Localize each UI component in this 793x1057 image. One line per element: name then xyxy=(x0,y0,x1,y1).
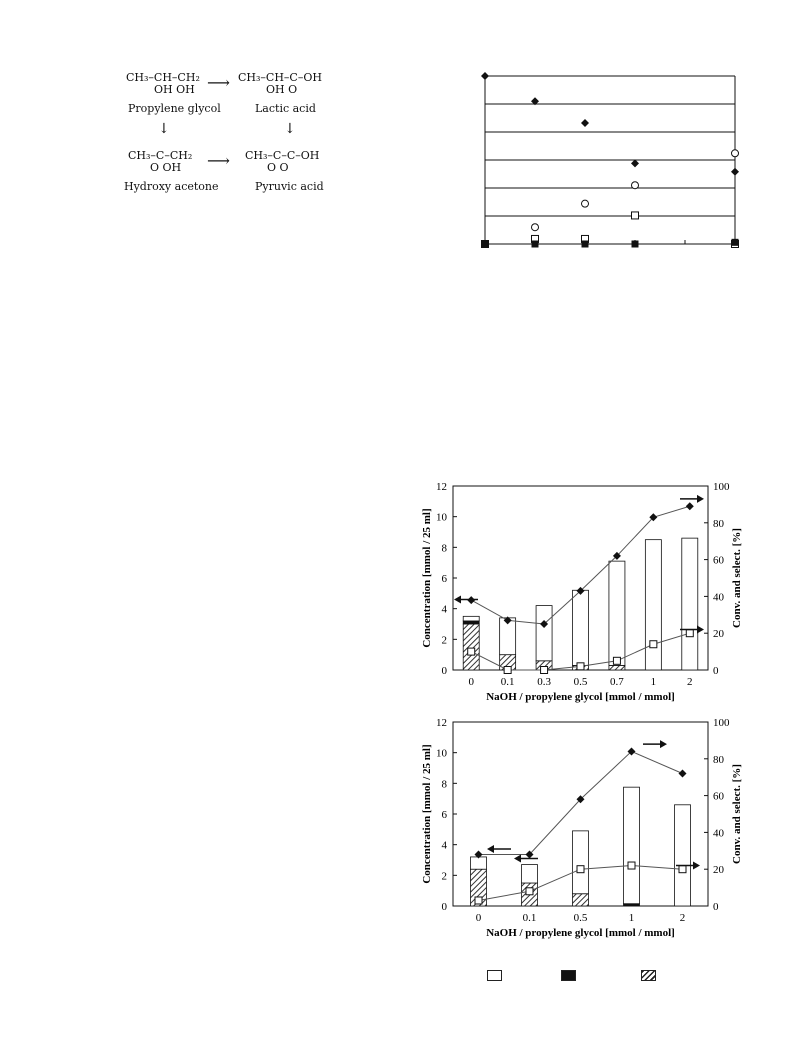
data-point xyxy=(686,630,693,637)
axis-arrow-head xyxy=(487,845,494,853)
bar-hatched xyxy=(573,894,589,906)
x-tick-label: 0.7 xyxy=(610,676,624,688)
x-tick-label: 1 xyxy=(650,676,657,688)
y-tick-label-right: 60 xyxy=(713,554,724,567)
data-point xyxy=(482,241,489,248)
x-tick-label: 2 xyxy=(687,676,693,688)
axis-arrow-head xyxy=(693,862,700,870)
data-point xyxy=(577,663,584,670)
y-tick-label: 4 xyxy=(441,603,447,616)
y-tick-label: 2 xyxy=(441,634,447,647)
y-tick-label: 10 xyxy=(436,747,447,760)
data-point xyxy=(632,182,639,189)
y-tick-label: 4 xyxy=(441,839,447,852)
reaction-scheme xyxy=(110,66,350,206)
axis-arrow-head xyxy=(454,595,461,603)
lactic-acid-label: Lactic acid xyxy=(255,102,316,115)
propylene-glycol-formula: CH₃–CH–CH₂ OH OH xyxy=(126,71,200,96)
y-tick-label-right: 80 xyxy=(713,753,724,766)
legend-white-swatch xyxy=(487,970,502,981)
data-point xyxy=(732,239,739,246)
data-point xyxy=(526,888,533,895)
y-tick-label-right: 80 xyxy=(713,517,724,530)
y-tick-label-right: 20 xyxy=(713,864,724,877)
y-tick-label-right: 20 xyxy=(713,628,724,641)
lactic-acid-formula: CH₃–CH–C–OH OH O xyxy=(238,71,322,96)
x-tick-label: 1 xyxy=(628,912,635,924)
data-point xyxy=(628,862,635,869)
legend-black-swatch xyxy=(561,970,576,981)
x-tick-label: 0.5 xyxy=(573,676,588,688)
bar-white xyxy=(522,865,538,883)
bar-white xyxy=(573,590,589,665)
bar-hatched xyxy=(609,665,625,670)
x-tick-label: 0.3 xyxy=(537,676,551,688)
y-tick-label-right: 40 xyxy=(713,591,724,604)
data-point xyxy=(582,241,589,248)
down-arrow-icon: ↓ xyxy=(158,121,170,137)
x-tick-label: 0.1 xyxy=(522,912,537,924)
y-axis-label-left: Concentration [mmol / 25 ml] xyxy=(421,744,433,884)
bar-white xyxy=(645,540,661,670)
legend-hatched-swatch xyxy=(641,970,656,981)
data-point xyxy=(581,119,589,127)
data-point xyxy=(577,866,584,873)
data-point xyxy=(632,212,639,219)
x-axis-label: NaOH / propylene glycol [mmol / mmol] xyxy=(486,691,675,703)
bar-white xyxy=(471,857,487,869)
bar-line-chart-2 xyxy=(418,712,748,942)
y-tick-label: 8 xyxy=(441,778,447,791)
data-point xyxy=(650,641,657,648)
data-point xyxy=(686,502,694,510)
right-arrow-icon: ⟶ xyxy=(207,151,230,170)
bar-white xyxy=(463,616,479,621)
pyruvic-acid-label: Pyruvic acid xyxy=(255,180,324,193)
bar-white xyxy=(573,831,589,894)
y-tick-label: 10 xyxy=(436,511,447,524)
data-point xyxy=(613,657,620,664)
bar-white xyxy=(624,787,640,904)
y-tick-label: 6 xyxy=(441,573,447,585)
data-point xyxy=(679,866,686,873)
axis-arrow-head xyxy=(697,626,704,634)
bar-black xyxy=(463,621,479,624)
data-point xyxy=(532,224,539,231)
y-tick-label: 12 xyxy=(436,481,447,493)
data-point xyxy=(504,667,511,674)
x-tick-label: 2 xyxy=(679,912,686,924)
x-tick-label: 0 xyxy=(475,912,482,924)
y-axis-label-right: Conv. and select. [%] xyxy=(731,528,743,628)
data-point xyxy=(582,200,589,207)
y-tick-label: 2 xyxy=(441,870,447,883)
data-point xyxy=(468,648,475,655)
x-axis-label: NaOH / propylene glycol [mmol / mmol] xyxy=(486,927,675,939)
x-tick-label: 0 xyxy=(468,676,474,688)
data-point xyxy=(532,241,539,248)
axis-arrow-head xyxy=(514,854,521,862)
y-tick-label: 0 xyxy=(441,901,447,913)
pyruvic-acid-formula: CH₃–C–C–OH O O xyxy=(245,149,320,174)
y-tick-label-right: 0 xyxy=(713,901,719,913)
axis-arrow-head xyxy=(660,740,667,748)
right-arrow-icon: ⟶ xyxy=(207,73,230,92)
data-point xyxy=(632,241,639,248)
hydroxy-acetone-formula: CH₃–C–CH₂ O OH xyxy=(128,149,193,174)
data-point xyxy=(679,770,687,778)
propylene-glycol-label: Propylene glycol xyxy=(128,102,221,115)
x-tick-label: 0.5 xyxy=(573,912,588,924)
bar-hatched xyxy=(463,624,479,670)
data-point xyxy=(541,667,548,674)
y-tick-label-right: 60 xyxy=(713,790,724,803)
y-tick-label-right: 100 xyxy=(713,481,730,493)
bar-white xyxy=(682,538,698,670)
bar-white xyxy=(536,606,552,661)
x-tick-label: 0.1 xyxy=(500,676,515,688)
data-point xyxy=(731,168,739,176)
bar-white xyxy=(675,805,691,906)
data-point xyxy=(475,897,482,904)
y-axis-label-right: Conv. and select. [%] xyxy=(731,764,743,864)
axis-arrow-head xyxy=(697,495,704,503)
y-tick-label-right: 100 xyxy=(713,717,730,729)
y-tick-label: 6 xyxy=(441,809,447,821)
bar-line-chart-1 xyxy=(418,476,748,706)
data-point xyxy=(732,150,739,157)
data-point xyxy=(631,159,639,167)
y-tick-label-right: 40 xyxy=(713,827,724,840)
data-point xyxy=(481,72,489,80)
bar-white xyxy=(609,561,625,665)
y-tick-label: 0 xyxy=(441,665,447,677)
down-arrow-icon: ↓ xyxy=(284,121,296,137)
y-tick-label: 8 xyxy=(441,542,447,555)
hydroxy-acetone-label: Hydroxy acetone xyxy=(124,180,219,193)
scatter-chart xyxy=(470,66,750,258)
y-axis-label-left: Concentration [mmol / 25 ml] xyxy=(421,508,433,648)
y-tick-label-right: 0 xyxy=(713,665,719,677)
y-tick-label: 12 xyxy=(436,717,447,729)
